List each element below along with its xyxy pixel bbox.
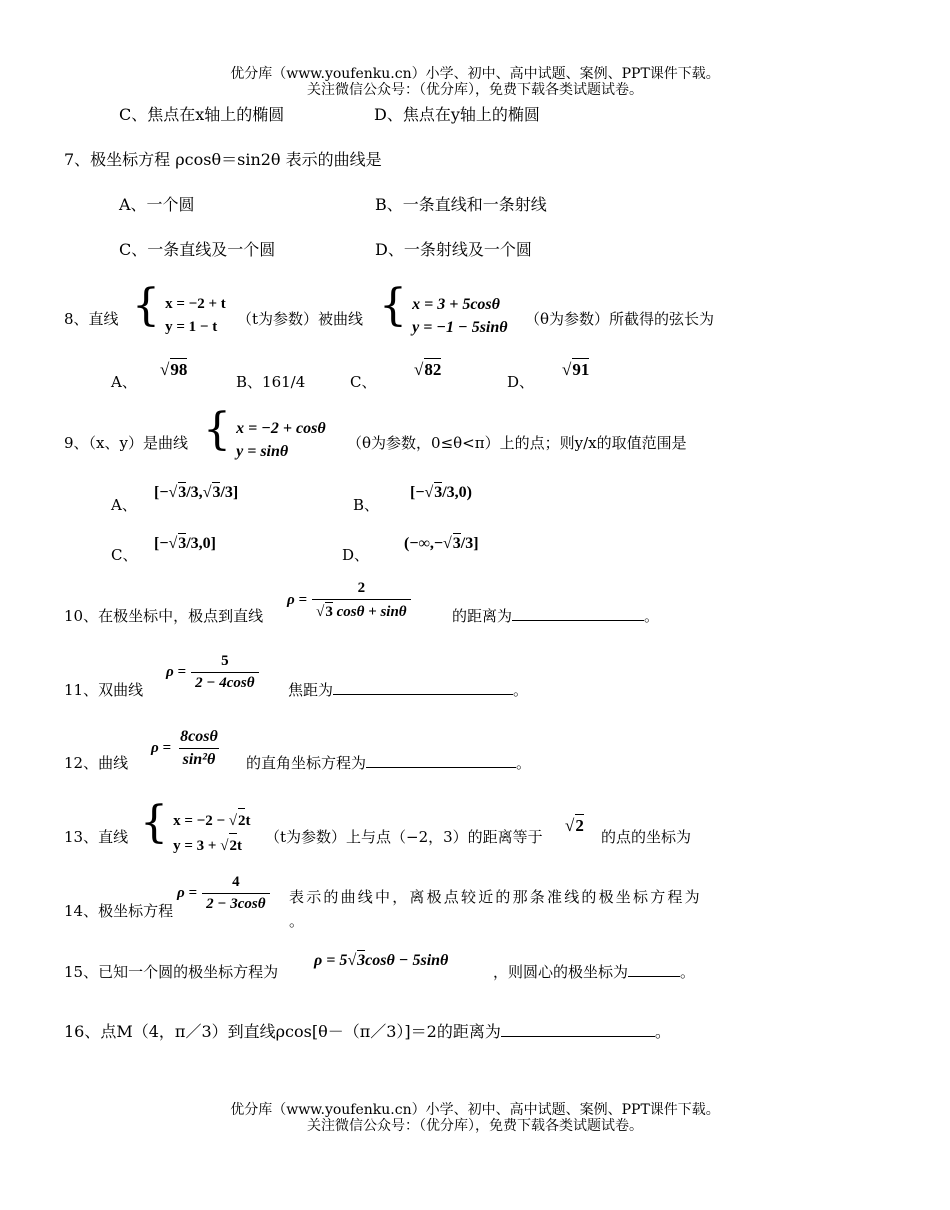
page-header-line2: 关注微信公众号：（优分库），免费下载各类试题试卷。	[307, 82, 643, 98]
q8-curve-system	[379, 280, 508, 339]
q10-tail: 的距离为 。	[452, 607, 660, 625]
q8-option-b: B、161/4	[236, 373, 306, 391]
q9-curve-system	[203, 404, 326, 463]
q13-eq1: x = −2 − √2t	[173, 808, 250, 833]
q7-option-d: D、一条射线及一个圆	[375, 240, 532, 259]
q14-tail: 表示的曲线中，离极点较近的那条准线的极坐标方程为	[289, 888, 702, 906]
q9-option-a: A、	[111, 496, 137, 514]
q6-option-c: C、焦点在x轴上的椭圆	[119, 105, 285, 124]
q11-stem: 11、双曲线	[64, 681, 144, 699]
q9-curve-eq1: x = −2 + cosθ	[236, 419, 326, 437]
q15-equation: ρ = 5√3cosθ − 5sinθ	[314, 952, 449, 969]
q9-option-c: C、	[111, 546, 138, 564]
q8-tail-text: （θ为参数）所截得的弦长为	[525, 310, 715, 328]
page-header-line1: 优分库（www.youfenku.cn）小学、初中、高中试题、案例、PPT课件下载。	[230, 66, 720, 82]
q10-stem: 10、在极坐标中，极点到直线	[64, 607, 264, 625]
q12-answer-blank[interactable]	[366, 753, 516, 768]
q8-curve-eq1: x = 3 + 5cosθ	[412, 295, 500, 313]
q6-option-d: D、焦点在y轴上的椭圆	[374, 105, 540, 124]
q8-value-c: √82	[414, 360, 442, 379]
q11-tail: 焦距为 。	[288, 681, 529, 699]
q7-option-c: C、一条直线及一个圆	[119, 240, 276, 259]
q8-line-eq2: y = 1 − t	[165, 318, 218, 335]
q13-middle-text: （t为参数）上与点（−2，3）的距离等于	[265, 828, 543, 846]
q13-stem: 13、直线	[64, 828, 129, 846]
q13-line-system	[140, 797, 251, 858]
q14-end: 。	[289, 912, 305, 930]
q9-tail-text: （θ为参数，0≤θ<π）上的点；则y/x的取值范围是	[347, 434, 687, 452]
q9-option-d: D、	[342, 546, 370, 564]
left-brace-icon: {	[203, 404, 231, 455]
q13-eq2: y = 3 + √2t	[173, 833, 250, 858]
q9-value-d: (−∞,−√3/3]	[404, 535, 479, 552]
q13-value: √2	[565, 816, 584, 835]
q7-stem: 7、极坐标方程 ρcosθ＝sin2θ 表示的曲线是	[64, 150, 382, 169]
q8-line-eq1: x = −2 + t	[165, 295, 226, 312]
q8-value-d: √91	[562, 360, 590, 379]
q8-number: 8、直线	[64, 310, 119, 328]
left-brace-icon: {	[379, 280, 407, 331]
q9-curve-eq2: y = sinθ	[236, 442, 289, 460]
q9-option-b: B、	[353, 496, 380, 514]
q11-equation: ρ = $\frac{5}{2 - 4\cos\theta}$	[166, 653, 259, 692]
q12-tail: 的直角坐标方程为 。	[246, 754, 532, 772]
q11-answer-blank[interactable]	[333, 680, 513, 695]
q8-option-d: D、	[507, 373, 535, 391]
q9-value-a: [−√3/3,√3/3]	[154, 484, 239, 501]
q15-stem: 15、已知一个圆的极坐标方程为	[64, 963, 279, 981]
q7-option-b: B、一条直线和一条射线	[375, 195, 547, 214]
q14-stem: 14、极坐标方程	[64, 902, 174, 920]
q10-answer-blank[interactable]	[512, 606, 644, 621]
q16-answer-blank[interactable]	[501, 1022, 655, 1037]
q8-curve-eq2: y = −1 − 5sinθ	[412, 318, 508, 336]
q13-tail-text: 的点的坐标为	[601, 828, 692, 846]
page-footer-line2: 关注微信公众号：（优分库），免费下载各类试题试卷。	[307, 1118, 643, 1134]
q8-option-c: C、	[350, 373, 377, 391]
q8-option-a: A、	[111, 373, 137, 391]
q9-value-b: [−√3/3,0)	[410, 484, 473, 501]
q14-equation: ρ = $\frac{4}{2 - 3\cos\theta}$	[177, 874, 270, 913]
left-brace-icon: {	[132, 280, 160, 331]
q8-value-a: √98	[160, 360, 188, 379]
q9-value-c: [−√3/3,0]	[154, 535, 217, 552]
q9-stem: 9、（x、y）是曲线	[64, 434, 188, 452]
q8-middle-text: （t为参数）被曲线	[237, 310, 364, 328]
q15-answer-blank[interactable]	[628, 962, 680, 977]
q15-tail: ，则圆心的极坐标为 。	[493, 963, 696, 981]
q7-option-a: A、一个圆	[119, 195, 195, 214]
q12-equation: ρ = $\frac{8\cos\theta}{\text{sin²θ}}$	[151, 728, 218, 768]
left-brace-icon: {	[140, 797, 168, 848]
q10-equation: ρ = $\frac{2}{√3 \cos\theta + \sin\theta}$	[287, 580, 411, 621]
q16-stem: 16、点M（4，π／3）到直线ρcos[θ－（π／3）]＝2的距离为 。	[64, 1022, 671, 1041]
page-footer-line1: 优分库（www.youfenku.cn）小学、初中、高中试题、案例、PPT课件下载。	[230, 1102, 720, 1118]
q12-stem: 12、曲线	[64, 754, 129, 772]
q8-line-system	[132, 280, 226, 339]
